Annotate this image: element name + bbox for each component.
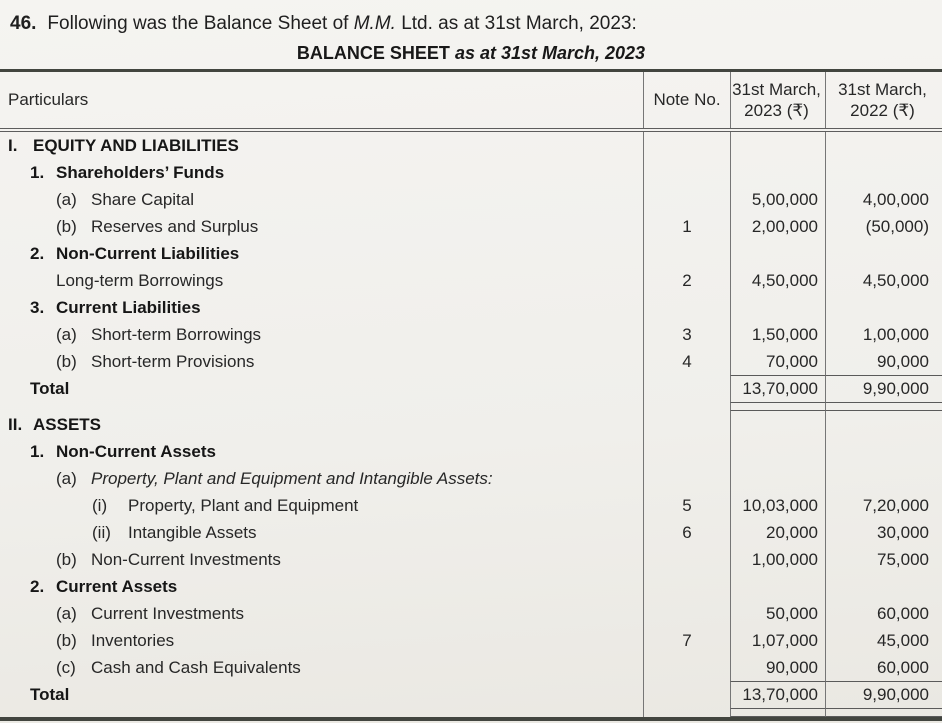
caption-main: BALANCE SHEET <box>296 43 450 63</box>
table-row <box>0 438 942 465</box>
amount-2023-cell <box>730 159 825 186</box>
row-marker: I. <box>8 135 18 155</box>
double-rule-row <box>0 402 942 411</box>
amount-2022-cell: (50,000) <box>825 213 942 240</box>
amount-2023-cell: 2,00,000 <box>730 213 825 240</box>
header-2022-column: 31st March, 2022 (₹) <box>825 72 942 128</box>
row-label: Current Assets <box>56 576 178 596</box>
table-row <box>0 294 942 321</box>
note-no-cell <box>643 411 730 438</box>
row-marker: (c) <box>56 657 76 677</box>
amount-2022-cell <box>825 240 942 267</box>
table-row <box>0 240 942 267</box>
spacer-cell <box>0 402 643 411</box>
table-row <box>0 573 942 600</box>
amount-2023-cell <box>730 465 825 492</box>
amount-2023-cell: 10,03,000 <box>730 492 825 519</box>
header-note-no: Note No. <box>643 72 730 128</box>
table-row <box>0 159 942 186</box>
row-label: Non-Current Investments <box>91 549 281 569</box>
header-2023-column: 31st March, 2023 (₹) <box>730 72 825 128</box>
amount-2023-cell: 13,70,000 <box>730 681 825 708</box>
row-label: Total <box>30 684 70 704</box>
table-row <box>0 186 942 213</box>
amount-2022-cell: 9,90,000 <box>825 681 942 708</box>
row-marker: II. <box>8 414 23 434</box>
note-no-cell: 3 <box>643 321 730 348</box>
particulars-cell <box>0 321 643 348</box>
amount-2022-cell <box>825 132 942 159</box>
particulars-cell <box>0 159 643 186</box>
table-row <box>0 132 942 159</box>
particulars-cell <box>0 600 643 627</box>
amount-2023-cell: 70,000 <box>730 348 825 375</box>
table-row <box>0 213 942 240</box>
particulars-cell <box>0 411 643 438</box>
amount-2022-cell <box>825 411 942 438</box>
note-no-cell <box>643 294 730 321</box>
row-label: Intangible Assets <box>128 522 257 542</box>
table-row <box>0 411 942 438</box>
row-label: Long-term Borrowings <box>56 270 224 290</box>
table-row <box>0 492 942 519</box>
amount-2022-cell: 45,000 <box>825 627 942 654</box>
row-label: ASSETS <box>33 414 102 434</box>
amount-2022-cell <box>825 294 942 321</box>
amount-2022-cell <box>825 159 942 186</box>
row-marker: 3. <box>30 297 45 317</box>
amount-2022-cell <box>825 573 942 600</box>
particulars-cell <box>0 375 643 402</box>
particulars-cell <box>0 267 643 294</box>
amount-2022-cell: 1,00,000 <box>825 321 942 348</box>
amount-2022-cell: 4,00,000 <box>825 186 942 213</box>
amount-2023-cell: 5,00,000 <box>730 186 825 213</box>
row-label: Short-term Provisions <box>91 351 255 371</box>
particulars-cell <box>0 654 643 681</box>
spacer-cell <box>643 708 730 717</box>
amount-2023-cell: 1,50,000 <box>730 321 825 348</box>
table-row <box>0 546 942 573</box>
amount-2022-cell: 30,000 <box>825 519 942 546</box>
row-label: Cash and Cash Equivalents <box>91 657 301 677</box>
particulars-cell <box>0 213 643 240</box>
row-label: Property, Plant and Equipment <box>128 495 359 515</box>
amount-2023-cell <box>730 573 825 600</box>
row-marker: (a) <box>56 189 77 209</box>
particulars-cell <box>0 627 643 654</box>
double-rule <box>825 708 942 717</box>
table-row <box>0 519 942 546</box>
note-no-cell <box>643 600 730 627</box>
amount-2022-cell: 90,000 <box>825 348 942 375</box>
particulars-cell <box>0 546 643 573</box>
particulars-cell <box>0 492 643 519</box>
table-row <box>0 627 942 654</box>
amount-2023-cell <box>730 411 825 438</box>
row-marker: (b) <box>56 216 77 236</box>
row-marker: 2. <box>30 576 45 596</box>
table-row <box>0 321 942 348</box>
row-marker: 1. <box>30 162 45 182</box>
row-marker: (b) <box>56 549 77 569</box>
particulars-cell <box>0 132 643 159</box>
particulars-cell <box>0 681 643 708</box>
table-caption <box>0 42 942 64</box>
row-marker: 1. <box>30 441 45 461</box>
spacer-cell <box>643 402 730 411</box>
header-particulars: Particulars <box>8 90 89 109</box>
row-label: Inventories <box>91 630 175 650</box>
row-label: Current Liabilities <box>56 297 201 317</box>
particulars-cell <box>0 573 643 600</box>
amount-2023-cell: 90,000 <box>730 654 825 681</box>
particulars-cell <box>0 465 643 492</box>
row-label: Non-Current Assets <box>56 441 216 461</box>
table-row <box>0 348 942 375</box>
particulars-cell <box>0 348 643 375</box>
row-marker: (b) <box>56 351 77 371</box>
double-rule <box>730 402 825 411</box>
amount-2023-cell <box>730 240 825 267</box>
question-title <box>0 0 942 36</box>
note-no-cell: 6 <box>643 519 730 546</box>
row-label: Reserves and Surplus <box>91 216 259 236</box>
amount-2022-cell: 9,90,000 <box>825 375 942 402</box>
particulars-cell <box>0 438 643 465</box>
row-marker: (ii) <box>92 522 111 542</box>
table-row <box>0 600 942 627</box>
amount-2022-cell <box>825 438 942 465</box>
note-no-cell: 7 <box>643 627 730 654</box>
double-rule <box>730 708 825 717</box>
amount-2022-cell: 7,20,000 <box>825 492 942 519</box>
double-rule-row <box>0 708 942 717</box>
note-no-cell <box>643 240 730 267</box>
table-row <box>0 681 942 708</box>
table-row <box>0 654 942 681</box>
row-label: Current Investments <box>91 603 245 623</box>
amount-2023-cell: 20,000 <box>730 519 825 546</box>
particulars-cell <box>0 240 643 267</box>
amount-2022-cell <box>825 465 942 492</box>
particulars-cell <box>0 186 643 213</box>
row-marker: (a) <box>56 468 77 488</box>
amount-2023-cell <box>730 438 825 465</box>
note-no-cell <box>643 438 730 465</box>
table-body <box>0 132 942 717</box>
row-label: EQUITY AND LIABILITIES <box>33 135 239 155</box>
note-no-cell <box>643 573 730 600</box>
amount-2023-cell: 4,50,000 <box>730 267 825 294</box>
amount-2022-cell: 75,000 <box>825 546 942 573</box>
particulars-cell <box>0 294 643 321</box>
note-no-cell: 4 <box>643 348 730 375</box>
amount-2023-cell: 1,00,000 <box>730 546 825 573</box>
amount-2022-cell: 60,000 <box>825 654 942 681</box>
double-rule <box>825 402 942 411</box>
particulars-cell <box>0 519 643 546</box>
company-name: M.M. <box>353 13 396 34</box>
amount-2023-cell: 50,000 <box>730 600 825 627</box>
note-no-cell <box>643 465 730 492</box>
row-marker: 2. <box>30 243 45 263</box>
row-label: Share Capital <box>91 189 195 209</box>
note-no-cell <box>643 654 730 681</box>
note-no-cell <box>643 546 730 573</box>
note-no-cell <box>643 375 730 402</box>
note-no-cell <box>643 159 730 186</box>
row-marker: (a) <box>56 603 77 623</box>
amount-2022-cell: 4,50,000 <box>825 267 942 294</box>
row-label: Short-term Borrowings <box>91 324 262 344</box>
table-row <box>0 465 942 492</box>
row-label: Property, Plant and Equipment and Intangible Assets: <box>91 468 493 488</box>
note-no-cell <box>643 186 730 213</box>
balance-sheet-table <box>0 69 942 721</box>
table-header-row <box>0 72 942 132</box>
note-no-cell: 1 <box>643 213 730 240</box>
note-no-cell: 2 <box>643 267 730 294</box>
table-row <box>0 375 942 402</box>
amount-2022-cell: 60,000 <box>825 600 942 627</box>
amount-2023-cell: 1,07,000 <box>730 627 825 654</box>
note-no-cell: 5 <box>643 492 730 519</box>
row-label: Shareholders’ Funds <box>56 162 225 182</box>
question-text: Following was the Balance Sheet of M.M. Ltd. as at 31st March, 2023: <box>47 13 637 34</box>
note-no-cell <box>643 681 730 708</box>
amount-2023-cell: 13,70,000 <box>730 375 825 402</box>
amount-2023-cell <box>730 132 825 159</box>
row-label: Non-Current Liabilities <box>56 243 240 263</box>
row-marker: (a) <box>56 324 77 344</box>
question-number: 46. <box>10 13 37 34</box>
row-label: Total <box>30 378 70 398</box>
amount-2023-cell <box>730 294 825 321</box>
caption-date: as at 31st March, 2023 <box>449 43 646 63</box>
table-row <box>0 267 942 294</box>
note-no-cell <box>643 132 730 159</box>
row-marker: (b) <box>56 630 77 650</box>
spacer-cell <box>0 708 643 717</box>
row-marker: (i) <box>92 495 108 515</box>
